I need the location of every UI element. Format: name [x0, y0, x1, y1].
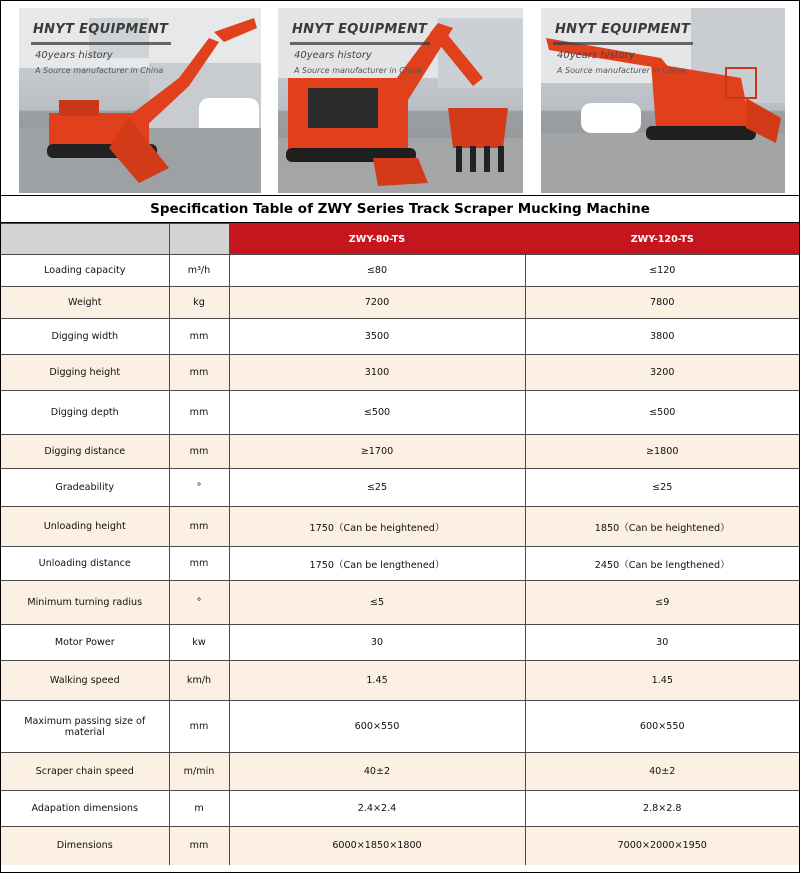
value-model-1-cell: ≥1700 — [229, 435, 525, 469]
value-model-2-cell: 2450（Can be lengthened） — [525, 547, 799, 581]
param-cell: Adapation dimensions — [1, 791, 169, 827]
table-title: Specification Table of ZWY Series Track Scraper Mucking Machine — [1, 195, 799, 223]
value-model-2-cell: 3800 — [525, 319, 799, 355]
value-model-1-cell: 30 — [229, 625, 525, 661]
value-model-1-cell: 1.45 — [229, 661, 525, 701]
param-cell: Digging depth — [1, 391, 169, 435]
table-row — [1, 287, 799, 319]
value-model-1-cell: 600×550 — [229, 701, 525, 753]
watermark-history: 40years history — [294, 50, 372, 61]
value-model-2-cell: 1850（Can be heightened） — [525, 507, 799, 547]
table-row — [1, 435, 799, 469]
value-model-2-cell: ≤120 — [525, 255, 799, 287]
table-header-row — [1, 224, 799, 255]
value-model-2-cell: 7000×2000×1950 — [525, 827, 799, 865]
table-row — [1, 547, 799, 581]
value-model-1-cell: ≤25 — [229, 469, 525, 507]
value-model-2-cell: ≥1800 — [525, 435, 799, 469]
value-model-1-cell: 3100 — [229, 355, 525, 391]
machine-photo-2 — [278, 8, 523, 193]
value-model-1-cell: 6000×1850×1800 — [229, 827, 525, 865]
watermark-tagline: A Source manufacturer in China — [294, 66, 423, 75]
table-row — [1, 625, 799, 661]
unit-cell: mm — [169, 827, 229, 865]
watermark-tagline: A Source manufacturer in China — [557, 66, 686, 75]
spec-table — [1, 223, 799, 865]
unit-cell: mm — [169, 435, 229, 469]
unit-cell: m³/h — [169, 255, 229, 287]
unit-cell: mm — [169, 701, 229, 753]
watermark-history: 40years history — [557, 50, 635, 61]
table-row — [1, 507, 799, 547]
unit-cell: ° — [169, 469, 229, 507]
value-model-1-cell: ≤80 — [229, 255, 525, 287]
value-model-2-cell: 1.45 — [525, 661, 799, 701]
value-model-2-cell: 40±2 — [525, 753, 799, 791]
value-model-1-cell: 1750（Can be lengthened） — [229, 547, 525, 581]
param-cell: Digging distance — [1, 435, 169, 469]
unit-cell: kg — [169, 287, 229, 319]
unit-cell: mm — [169, 547, 229, 581]
value-model-1-cell: ≤5 — [229, 581, 525, 625]
param-cell: Minimum turning radius — [1, 581, 169, 625]
value-model-1-cell: 40±2 — [229, 753, 525, 791]
value-model-2-cell: ≤500 — [525, 391, 799, 435]
header-unit-cell — [169, 224, 229, 255]
table-row — [1, 661, 799, 701]
header-param-cell — [1, 224, 169, 255]
unit-cell: mm — [169, 319, 229, 355]
watermark-brand: HNYT EQUIPMENT — [555, 22, 691, 37]
table-row — [1, 355, 799, 391]
watermark-rule — [553, 42, 693, 45]
watermark-rule — [31, 42, 171, 45]
value-model-1-cell: 2.4×2.4 — [229, 791, 525, 827]
table-row — [1, 319, 799, 355]
value-model-2-cell: 7800 — [525, 287, 799, 319]
table-row — [1, 581, 799, 625]
value-model-1-cell: ≤500 — [229, 391, 525, 435]
table-row — [1, 255, 799, 287]
value-model-2-cell: 600×550 — [525, 701, 799, 753]
header-model-1: ZWY-80-TS — [229, 224, 525, 255]
watermark-tagline: A Source manufacturer in China — [35, 66, 164, 75]
watermark-brand: HNYT EQUIPMENT — [33, 22, 169, 37]
watermark-rule — [290, 42, 430, 45]
value-model-2-cell: 2.8×2.8 — [525, 791, 799, 827]
param-cell: Walking speed — [1, 661, 169, 701]
photo-strip — [1, 1, 799, 195]
value-model-1-cell: 7200 — [229, 287, 525, 319]
watermark-brand: HNYT EQUIPMENT — [292, 22, 428, 37]
param-cell: Digging width — [1, 319, 169, 355]
param-cell: Digging height — [1, 355, 169, 391]
table-row — [1, 469, 799, 507]
unit-cell: mm — [169, 355, 229, 391]
machine-photo-3 — [541, 8, 785, 193]
value-model-1-cell: 3500 — [229, 319, 525, 355]
unit-cell: m/min — [169, 753, 229, 791]
unit-cell: ° — [169, 581, 229, 625]
table-row — [1, 753, 799, 791]
value-model-1-cell: 1750（Can be heightened） — [229, 507, 525, 547]
header-model-2: ZWY-120-TS — [525, 224, 799, 255]
param-cell: Dimensions — [1, 827, 169, 865]
unit-cell: kw — [169, 625, 229, 661]
table-row — [1, 701, 799, 753]
table-row — [1, 827, 799, 865]
param-cell: Motor Power — [1, 625, 169, 661]
value-model-2-cell: 30 — [525, 625, 799, 661]
param-cell: Unloading height — [1, 507, 169, 547]
unit-cell: m — [169, 791, 229, 827]
unit-cell: km/h — [169, 661, 229, 701]
watermark-history: 40years history — [35, 50, 113, 61]
unit-cell: mm — [169, 391, 229, 435]
param-cell: Gradeability — [1, 469, 169, 507]
table-row — [1, 391, 799, 435]
unit-cell: mm — [169, 507, 229, 547]
value-model-2-cell: ≤25 — [525, 469, 799, 507]
param-cell: Weight — [1, 287, 169, 319]
machine-photo-1 — [19, 8, 261, 193]
param-cell: Maximum passing size of material — [1, 701, 169, 753]
value-model-2-cell: ≤9 — [525, 581, 799, 625]
table-row — [1, 791, 799, 827]
param-cell: Scraper chain speed — [1, 753, 169, 791]
param-cell: Unloading distance — [1, 547, 169, 581]
value-model-2-cell: 3200 — [525, 355, 799, 391]
param-cell: Loading capacity — [1, 255, 169, 287]
